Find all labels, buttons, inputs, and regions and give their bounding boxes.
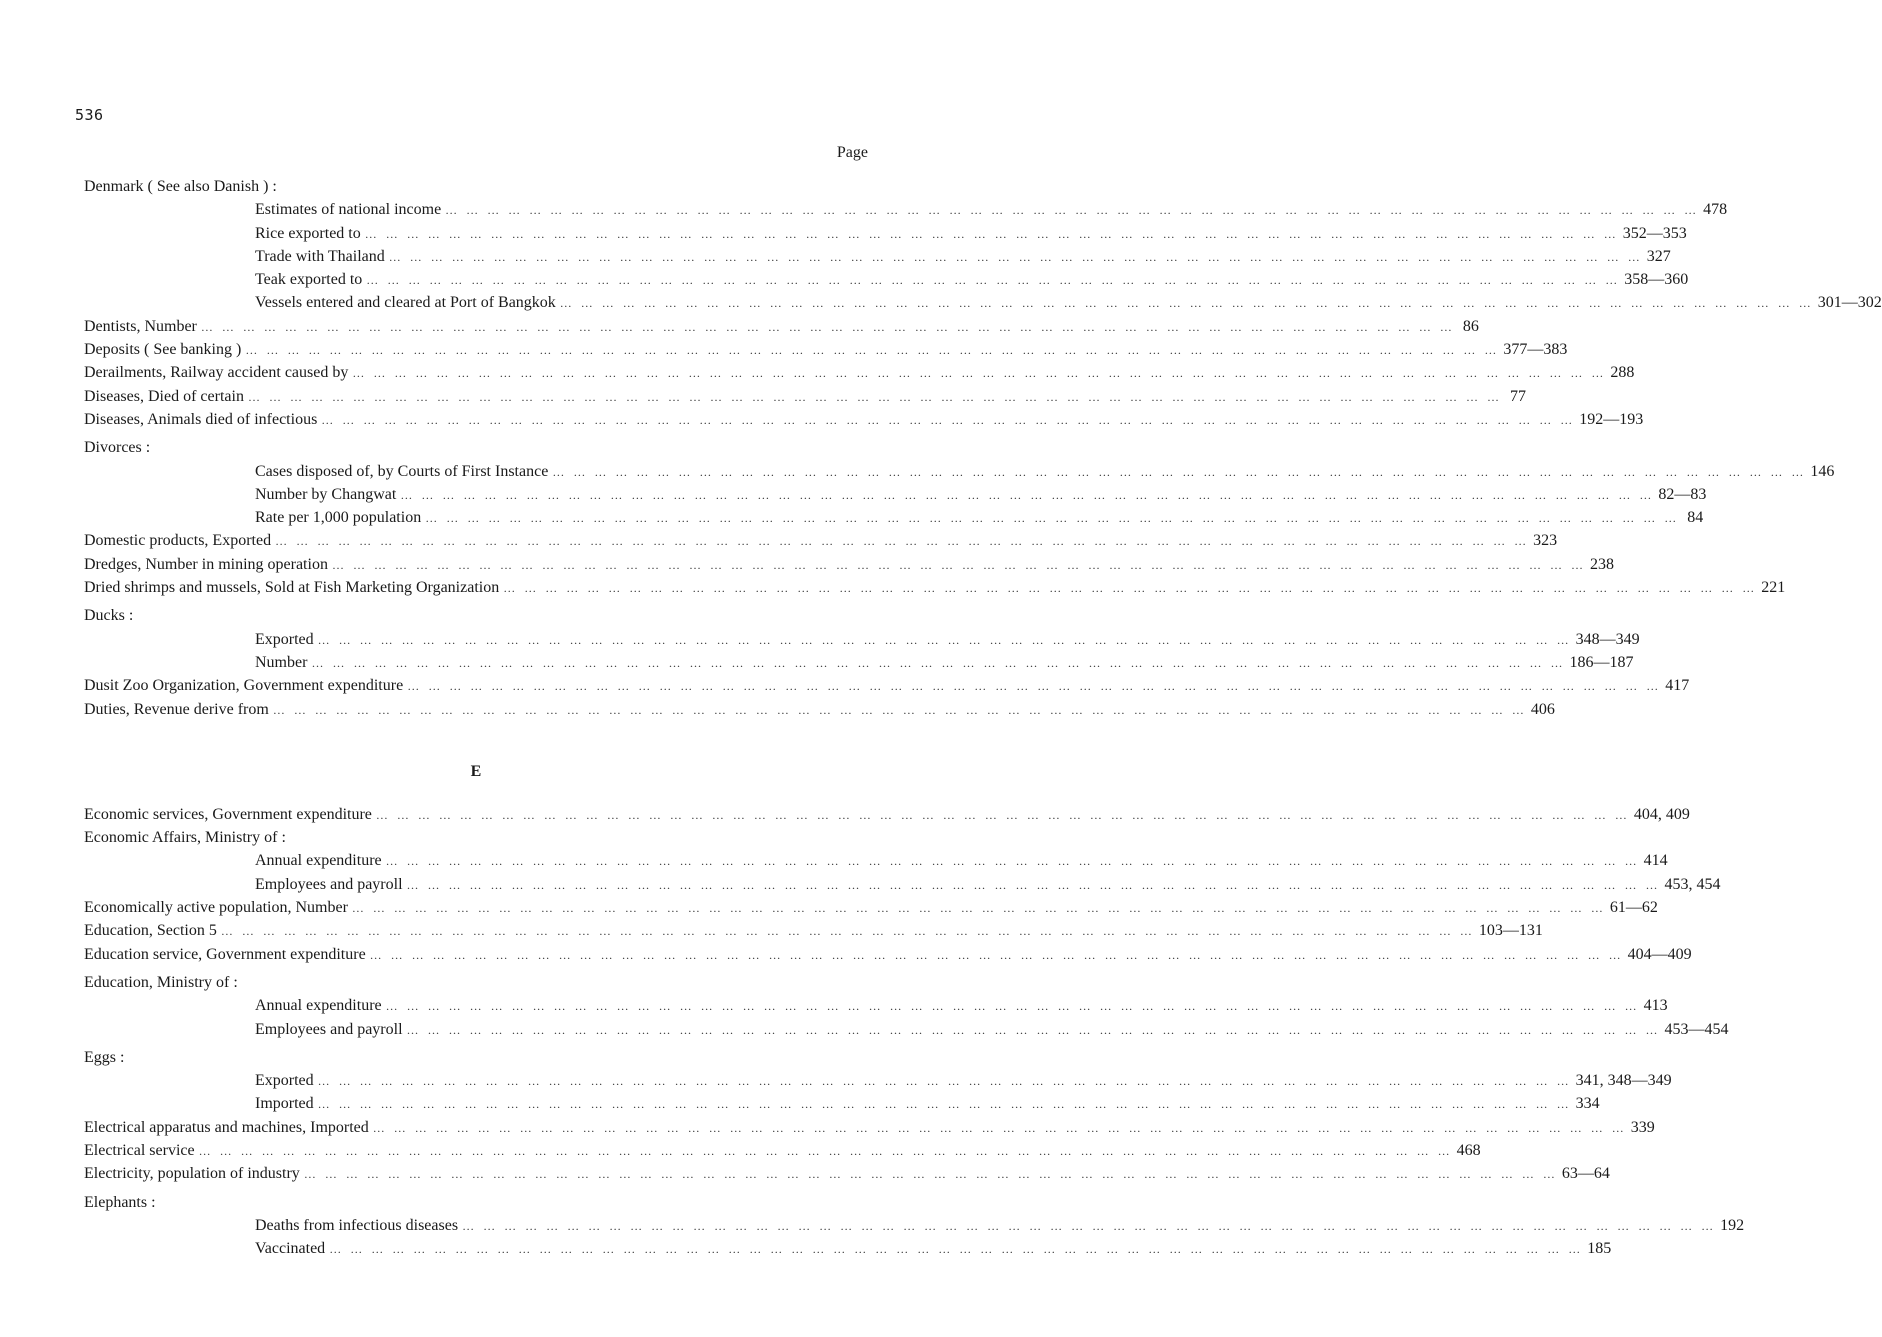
index-entry [84, 338, 1568, 361]
dot-leader: … … … … … … … … … … … … … … … … … … … … … … … … … … … … … … … … … … … … … … … … … … … … … … … … … … … … … … … … … … … … [352, 366, 1607, 381]
dot-leader: … … … … … … … … … … … … … … … … … … … … … … … … … … … … … … … … … … … … … … … … … … … … … … … … … … … … … … … … … … … … [317, 1074, 1572, 1089]
index-term: Education service, Government expenditure [84, 945, 366, 963]
dot-leader: … … … … … … … … … … … … … … … … … … … … … … … … … … … … … … … … … … … … … … … … … … … … … … … … … … … … … … … … … … … … [388, 249, 1643, 264]
index-page-ref: 348—349 [1575, 630, 1640, 648]
dot-leader: … … … … … … … … … … … … … … … … … … … … … … … … … … … … … … … … … … … … … … … … … … … … … … … … … … … … … … … … … … … … [385, 999, 1640, 1014]
index-page-ref: 192—193 [1579, 410, 1644, 428]
index-page-ref: 352—353 [1622, 224, 1687, 242]
index-term: Vaccinated [255, 1240, 326, 1258]
index-term: Domestic products, Exported [84, 532, 272, 550]
index-term: Rate per 1,000 population [255, 509, 422, 527]
index-term: Dried shrimps and mussels, Sold at Fish Marketing Organization [84, 579, 500, 597]
index-entry [84, 1092, 1600, 1115]
index-page-ref: 77 [1509, 387, 1526, 405]
index-entry [84, 943, 1692, 966]
dot-leader: … … … … … … … … … … … … … … … … … … … … … … … … … … … … … … … … … … … … … … … … … … … … … … … … … … … … … … … … … … … … [372, 1120, 1627, 1135]
dot-leader: … … … … … … … … … … … … … … … … … … … … … … … … … … … … … … … … … … … … … … … … … … … … … … … … … … … … … … … … … … … … [303, 1167, 1558, 1182]
page-number: 536 [75, 106, 104, 124]
index-term: Teak exported to [255, 271, 363, 289]
dot-leader: … … … … … … … … … … … … … … … … … … … … … … … … … … … … … … … … … … … … … … … … … … … … … … … … … … … … … … … … … … … … [272, 702, 1527, 717]
index-term: Number [255, 653, 308, 671]
dot-leader: … … … … … … … … … … … … … … … … … … … … … … … … … … … … … … … … … … … … … … … … … … … … … … … … … … … … … … … … … … … … [198, 1143, 1453, 1158]
index-page-ref: 327 [1646, 247, 1671, 265]
index-page-ref: 288 [1610, 364, 1635, 382]
index-term: Exported [255, 1072, 314, 1090]
index-term: Rice exported to [255, 224, 361, 242]
dot-leader: … … … … … … … … … … … … … … … … … … … … … … … … … … … … … … … … … … … … … … … … … … … … … … … … … … … … … … … … … … … … [552, 464, 1807, 479]
index-entry [84, 1237, 1612, 1260]
index-term: Economic Affairs, Ministry of : [84, 829, 286, 847]
index-term: Cases disposed of, by Courts of First Instance [255, 462, 549, 480]
index-term: Annual expenditure [255, 997, 382, 1015]
dot-leader: … … … … … … … … … … … … … … … … … … … … … … … … … … … … … … … … … … … … … … … … … … … … … … … … … … … … … … … … … … … … [247, 389, 1502, 404]
index-page-ref: 84 [1687, 509, 1704, 527]
index-page-ref: 221 [1761, 579, 1786, 597]
index-page-ref: 334 [1575, 1095, 1600, 1113]
index-term: Ducks : [84, 607, 134, 625]
index-entry [84, 291, 1882, 314]
index-entry [84, 222, 1687, 245]
index-entry [84, 529, 1558, 552]
index-entry [84, 175, 868, 198]
index-term: Education, Section 5 [84, 922, 217, 940]
index-entry [84, 553, 1614, 576]
index-entry [84, 994, 1668, 1017]
index-entry [84, 576, 1786, 599]
index-term: Number by Changwat [255, 485, 397, 503]
index-term: Dentists, Number [84, 317, 197, 335]
index-term: Annual expenditure [255, 852, 382, 870]
index-page-ref: 453, 454 [1664, 875, 1721, 893]
index-entry [84, 245, 1671, 268]
index-entry [84, 315, 1479, 338]
index-page-ref: 323 [1533, 532, 1558, 550]
index-entry [84, 698, 1555, 721]
index-page-ref: 417 [1665, 677, 1690, 695]
index-page-ref: 341, 348—349 [1575, 1072, 1672, 1090]
index-term: Trade with Thailand [255, 247, 385, 265]
index-term: Divorces : [84, 439, 151, 457]
dot-leader: … … … … … … … … … … … … … … … … … … … … … … … … … … … … … … … … … … … … … … … … … … … … … … … … … … … … … … … … … … … … [364, 226, 1619, 241]
dot-leader: … … … … … … … … … … … … … … … … … … … … … … … … … … … … … … … … … … … … … … … … … … … … … … … … … … … … … … … … … … … … [317, 632, 1572, 647]
dot-leader: … … … … … … … … … … … … … … … … … … … … … … … … … … … … … … … … … … … … … … … … … … … … … … … … … … … … … … … … … … … … [375, 807, 1630, 822]
index-entry [84, 408, 1644, 431]
index-page-ref: 192 [1720, 1216, 1745, 1234]
index-page-ref: 404—409 [1627, 945, 1692, 963]
index-page-ref: 413 [1643, 997, 1668, 1015]
index-term: Employees and payroll [255, 875, 403, 893]
index-entry [84, 896, 1658, 919]
index-page-ref: 82—83 [1658, 485, 1707, 503]
index-entry [84, 460, 1835, 483]
index-term: Employees and payroll [255, 1020, 403, 1038]
index-entry [84, 1116, 1655, 1139]
index-term: Deaths from infectious diseases [255, 1216, 459, 1234]
section-gap [84, 721, 868, 747]
index-entry [84, 849, 1668, 872]
dot-leader: … … … … … … … … … … … … … … … … … … … … … … … … … … … … … … … … … … … … … … … … … … … … … … … … … … … … … … … … … … … … [275, 534, 1530, 549]
index-entry [84, 674, 1690, 697]
dot-leader: … … … … … … … … … … … … … … … … … … … … … … … … … … … … … … … … … … … … … … … … … … … … … … … … … … … … … … … … … … … … [425, 511, 1680, 526]
index-term: Dusit Zoo Organization, Government expenditure [84, 677, 404, 695]
index-term: Dredges, Number in mining operation [84, 555, 328, 573]
dot-leader: … … … … … … … … … … … … … … … … … … … … … … … … … … … … … … … … … … … … … … … … … … … … … … … … … … … … … … … … … … … … [366, 273, 1621, 288]
index-entry [84, 1214, 1745, 1237]
index-entry [84, 506, 1704, 529]
index-page-ref: 238 [1589, 555, 1614, 573]
index-entry [84, 361, 1635, 384]
index-entry [84, 971, 868, 994]
index-entry [84, 1191, 868, 1214]
dot-leader: … … … … … … … … … … … … … … … … … … … … … … … … … … … … … … … … … … … … … … … … … … … … … … … … … … … … … … … … … … … … [351, 901, 1606, 916]
dot-leader: … … … … … … … … … … … … … … … … … … … … … … … … … … … … … … … … … … … … … … … … … … … … … … … … … … … … … … … … … … … … [407, 679, 1662, 694]
index-entry [84, 1018, 1729, 1041]
dot-leader: … … … … … … … … … … … … … … … … … … … … … … … … … … … … … … … … … … … … … … … … … … … … … … … … … … … … … … … … … … … … [400, 487, 1655, 502]
index-term: Derailments, Railway accident caused by [84, 364, 349, 382]
index-term: Denmark ( See also Danish ) : [84, 178, 277, 195]
dot-leader: … … … … … … … … … … … … … … … … … … … … … … … … … … … … … … … … … … … … … … … … … … … … … … … … … … … … … … … … … … … … [445, 203, 1700, 218]
dot-leader: … … … … … … … … … … … … … … … … … … … … … … … … … … … … … … … … … … … … … … … … … … … … … … … … … … … … … … … … … … … … [559, 296, 1814, 311]
index-term: Electricity, population of industry [84, 1165, 300, 1183]
index-entry [84, 385, 1526, 408]
page-column-label: Page [836, 144, 868, 161]
index-term: Deposits ( See banking ) [84, 341, 242, 359]
dot-leader: … … … … … … … … … … … … … … … … … … … … … … … … … … … … … … … … … … … … … … … … … … … … … … … … … … … … … … … … … … … … [245, 343, 1500, 358]
dot-leader: … … … … … … … … … … … … … … … … … … … … … … … … … … … … … … … … … … … … … … … … … … … … … … … … … … … … … … … … … … … … [311, 655, 1566, 670]
index-term: Imported [255, 1095, 314, 1113]
index-page-ref: 301—302 [1817, 294, 1882, 312]
index-page-ref: 146 [1810, 462, 1835, 480]
index-page-ref: 468 [1456, 1141, 1481, 1159]
index-page-ref: 358—360 [1624, 271, 1689, 289]
index-term: Eggs : [84, 1048, 125, 1066]
index-term: Electrical service [84, 1141, 195, 1159]
index-entry [84, 919, 1543, 942]
index-entry [84, 483, 1707, 506]
index-page-ref: 63—64 [1561, 1165, 1610, 1183]
index-term: Estimates of national income [255, 201, 442, 219]
index-entry [84, 268, 1689, 291]
index-term: Electrical apparatus and machines, Imported [84, 1118, 369, 1136]
index-entry [84, 873, 1721, 896]
index-entry [84, 436, 868, 459]
index-page-ref: 404, 409 [1633, 805, 1690, 823]
index-term: Exported [255, 630, 314, 648]
index-entry [84, 826, 868, 849]
index-entry [84, 604, 868, 627]
index-page-ref: 414 [1643, 852, 1668, 870]
index-entry [84, 198, 1728, 221]
dot-leader: … … … … … … … … … … … … … … … … … … … … … … … … … … … … … … … … … … … … … … … … … … … … … … … … … … … … … … … … … … … … [462, 1218, 1717, 1233]
index-page-ref: 453—454 [1664, 1020, 1729, 1038]
index-term: Vessels entered and cleared at Port of Bangkok [255, 294, 556, 312]
index-list [84, 170, 1882, 1260]
dot-leader: … … … … … … … … … … … … … … … … … … … … … … … … … … … … … … … … … … … … … … … … … … … … … … … … … … … … … … … … … … … … [200, 319, 1455, 334]
index-page-ref: 478 [1703, 201, 1728, 219]
index-page-ref: 103—131 [1478, 922, 1543, 940]
index-entry [84, 1069, 1672, 1092]
index-entry [84, 651, 1634, 674]
index-page-ref: 86 [1462, 317, 1479, 335]
index-section-e [84, 803, 1745, 1261]
index-page-ref: 377—383 [1503, 341, 1568, 359]
dot-leader: … … … … … … … … … … … … … … … … … … … … … … … … … … … … … … … … … … … … … … … … … … … … … … … … … … … … … … … … … … … … [406, 1022, 1661, 1037]
index-entry [84, 1046, 868, 1069]
index-entry [84, 803, 1690, 826]
index-entry [84, 1139, 1481, 1162]
dot-leader: … … … … … … … … … … … … … … … … … … … … … … … … … … … … … … … … … … … … … … … … … … … … … … … … … … … … … … … … … … … … [321, 412, 1576, 427]
dot-leader: … … … … … … … … … … … … … … … … … … … … … … … … … … … … … … … … … … … … … … … … … … … … … … … … … … … … … … … … … … … … [406, 877, 1661, 892]
index-term: Education, Ministry of : [84, 973, 238, 991]
index-term: Economic services, Government expenditure [84, 805, 372, 823]
index-entry [84, 628, 1640, 651]
index-page-ref: 185 [1587, 1240, 1612, 1258]
index-term: Duties, Revenue derive from [84, 700, 269, 718]
index-page-ref: 339 [1630, 1118, 1655, 1136]
index-term: Diseases, Died of certain [84, 387, 244, 405]
dot-leader: … … … … … … … … … … … … … … … … … … … … … … … … … … … … … … … … … … … … … … … … … … … … … … … … … … … … … … … … … … … … [369, 947, 1624, 962]
index-page-ref: 406 [1530, 700, 1555, 718]
index-term: Diseases, Animals died of infectious [84, 410, 318, 428]
index-term: Economically active population, Number [84, 899, 348, 917]
dot-leader: … … … … … … … … … … … … … … … … … … … … … … … … … … … … … … … … … … … … … … … … … … … … … … … … … … … … … … … … … … … … [220, 924, 1475, 939]
dot-leader: … … … … … … … … … … … … … … … … … … … … … … … … … … … … … … … … … … … … … … … … … … … … … … … … … … … … … … … … … … … … [503, 581, 1758, 596]
index-entry [84, 1162, 1610, 1185]
section-letter-heading: E [470, 762, 482, 780]
dot-leader: … … … … … … … … … … … … … … … … … … … … … … … … … … … … … … … … … … … … … … … … … … … … … … … … … … … … … … … … … … … … [317, 1097, 1572, 1112]
index-term: Elephants : [84, 1193, 156, 1211]
dot-leader: … … … … … … … … … … … … … … … … … … … … … … … … … … … … … … … … … … … … … … … … … … … … … … … … … … … … … … … … … … … … [331, 557, 1586, 572]
dot-leader: … … … … … … … … … … … … … … … … … … … … … … … … … … … … … … … … … … … … … … … … … … … … … … … … … … … … … … … … … … … … [329, 1242, 1584, 1257]
index-section-d [84, 175, 1882, 721]
index-page-ref: 61—62 [1609, 899, 1658, 917]
index-page-ref: 186—187 [1569, 653, 1634, 671]
dot-leader: … … … … … … … … … … … … … … … … … … … … … … … … … … … … … … … … … … … … … … … … … … … … … … … … … … … … … … … … … … … … [385, 854, 1640, 869]
